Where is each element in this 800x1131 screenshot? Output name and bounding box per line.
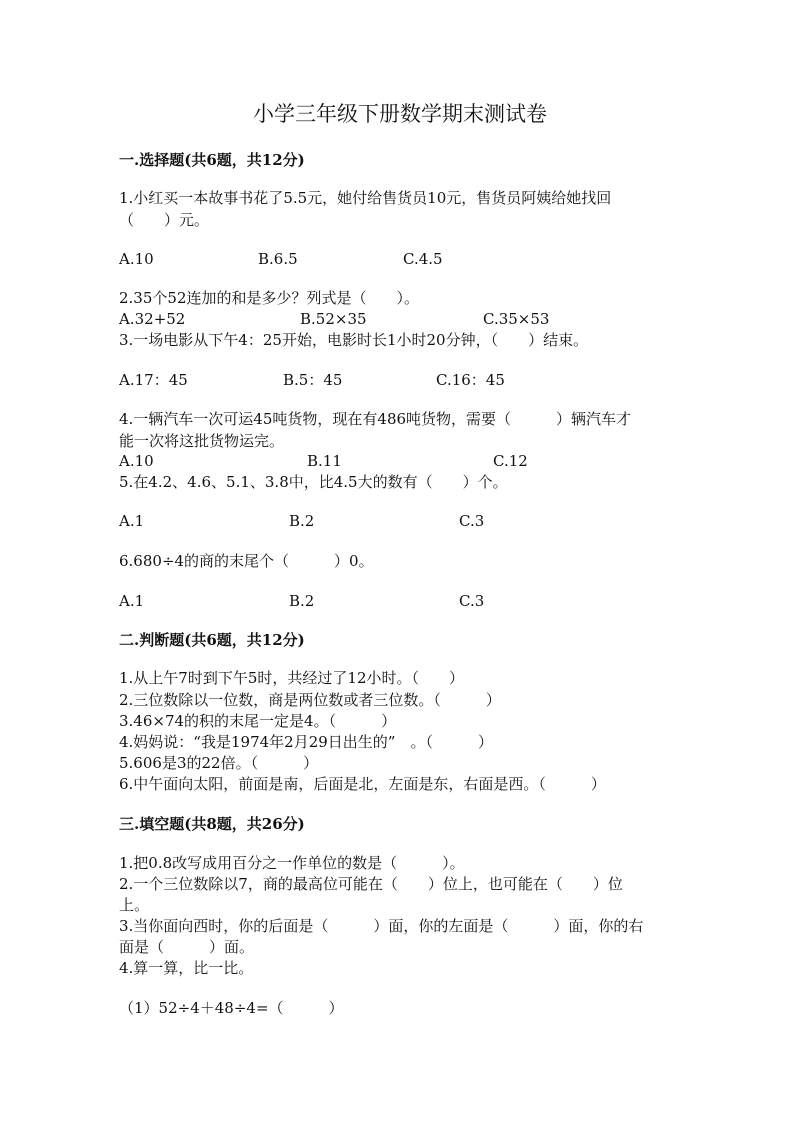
option-b: B.52×35 bbox=[300, 310, 367, 328]
option-a: A.17：45 bbox=[119, 371, 188, 389]
option-b: B.6.5 bbox=[258, 250, 298, 268]
option-b: B.11 bbox=[307, 452, 342, 470]
section-heading-fill: 三.填空题(共8题，共26分) bbox=[119, 815, 305, 833]
option-c: C.3 bbox=[459, 512, 485, 530]
judge-item: 5.606是3的22倍。（ ） bbox=[119, 754, 319, 772]
option-c: C.35×53 bbox=[483, 310, 550, 328]
question-stem: 5.在4.2、4.6、5.1、3.8中，比4.5大的数有（ ）个。 bbox=[119, 473, 508, 491]
fill-subitem: （1）52÷4＋48÷4=（ ） bbox=[119, 999, 344, 1017]
judge-item: 3.46×74的积的末尾一定是4。（ ） bbox=[119, 712, 397, 730]
section-heading-choice: 一.选择题(共6题，共12分) bbox=[119, 151, 305, 169]
question-stem-cont: （ ）元。 bbox=[119, 211, 210, 229]
option-c: C.3 bbox=[459, 592, 485, 610]
fill-item-cont: 上。 bbox=[119, 896, 150, 914]
question-stem: 6.680÷4的商的末尾个（ ）0。 bbox=[119, 552, 374, 570]
fill-item: 2.一个三位数除以7，商的最高位可能在（ ）位上，也可能在（ ）位 bbox=[119, 875, 623, 893]
page-title: 小学三年级下册数学期末测试卷 bbox=[253, 102, 547, 126]
judge-item: 2.三位数除以一位数，商是两位数或者三位数。（ ） bbox=[119, 691, 501, 709]
option-c: C.16：45 bbox=[436, 371, 505, 389]
question-stem-cont: 能一次将这批货物运完。 bbox=[119, 432, 285, 450]
option-a: A.10 bbox=[119, 250, 154, 268]
option-c: C.4.5 bbox=[403, 250, 443, 268]
judge-item: 1.从上午7时到下午5时，共经过了12小时。（ ） bbox=[119, 669, 464, 687]
option-b: B.2 bbox=[289, 512, 315, 530]
option-a: A.1 bbox=[119, 592, 145, 610]
judge-item: 4.妈妈说：“我是1974年2月29日出生的” 。（ ） bbox=[119, 733, 493, 751]
option-b: B.2 bbox=[289, 592, 315, 610]
option-b: B.5：45 bbox=[283, 371, 343, 389]
fill-item: 4.算一算，比一比。 bbox=[119, 959, 254, 977]
question-stem: 3.一场电影从下午4：25开始，电影时长1小时20分钟，（ ）结束。 bbox=[119, 331, 589, 349]
question-stem: 1.小红买一本故事书花了5.5元，她付给售货员10元，售货员阿姨给她找回 bbox=[119, 189, 612, 207]
option-a: A.10 bbox=[119, 452, 154, 470]
option-a: A.1 bbox=[119, 512, 145, 530]
option-c: C.12 bbox=[493, 452, 528, 470]
question-stem: 2.35个52连加的和是多少？列式是（ ）。 bbox=[119, 289, 419, 307]
fill-item: 1.把0.8改写成用百分之一作单位的数是（ ）。 bbox=[119, 854, 465, 872]
question-stem: 4.一辆汽车一次可运45吨货物，现在有486吨货物，需要（ ）辆汽车才 bbox=[119, 410, 632, 428]
judge-item: 6.中午面向太阳，前面是南，后面是北，左面是东，右面是西。（ ） bbox=[119, 775, 606, 793]
option-a: A.32+52 bbox=[119, 310, 186, 328]
fill-item-cont: 面是（ ）面。 bbox=[119, 938, 255, 956]
section-heading-judge: 二.判断题(共6题，共12分) bbox=[119, 631, 305, 649]
fill-item: 3.当你面向西时，你的后面是（ ）面，你的左面是（ ）面，你的右 bbox=[119, 917, 644, 935]
